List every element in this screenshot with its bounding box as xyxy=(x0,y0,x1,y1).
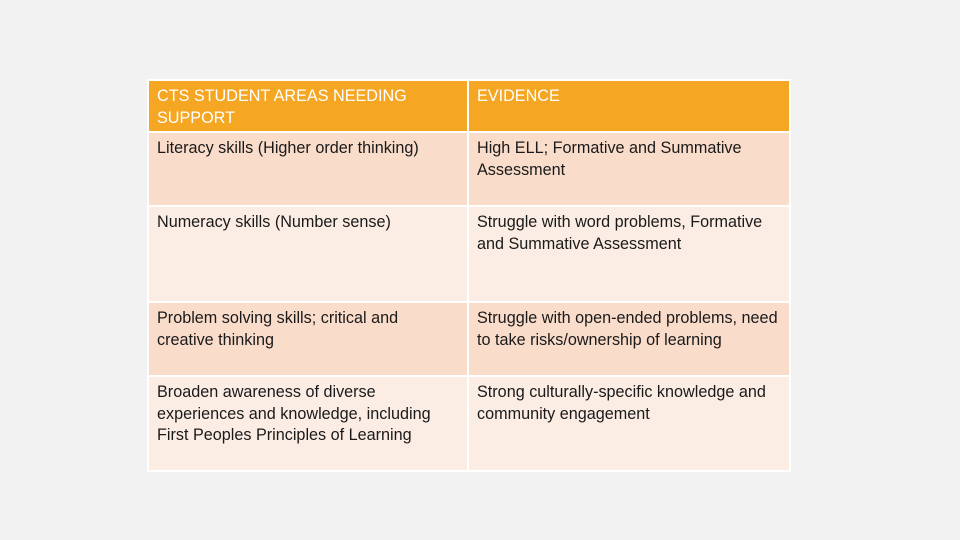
evidence-cell: High ELL; Formative and Summative Assessment xyxy=(468,132,790,206)
area-cell: Numeracy skills (Number sense) xyxy=(148,206,468,302)
table-row xyxy=(148,376,790,471)
table-row xyxy=(148,206,790,302)
header-areas: CTS STUDENT AREAS NEEDING SUPPORT xyxy=(148,80,468,132)
table-header-row xyxy=(148,80,790,132)
area-cell: Literacy skills (Higher order thinking) xyxy=(148,132,468,206)
table-row xyxy=(148,132,790,206)
evidence-cell: Strong culturally-specific knowledge and community engagement xyxy=(468,376,790,471)
table-row xyxy=(148,302,790,376)
area-cell: Broaden awareness of diverse experiences and knowledge, including First Peoples Principles of Learning xyxy=(148,376,468,471)
area-cell: Problem solving skills; critical and creative thinking xyxy=(148,302,468,376)
evidence-cell: Struggle with word problems, Formative and Summative Assessment xyxy=(468,206,790,302)
header-evidence: EVIDENCE xyxy=(468,80,790,132)
support-areas-table xyxy=(147,79,791,472)
evidence-cell: Struggle with open-ended problems, need to take risks/ownership of learning xyxy=(468,302,790,376)
